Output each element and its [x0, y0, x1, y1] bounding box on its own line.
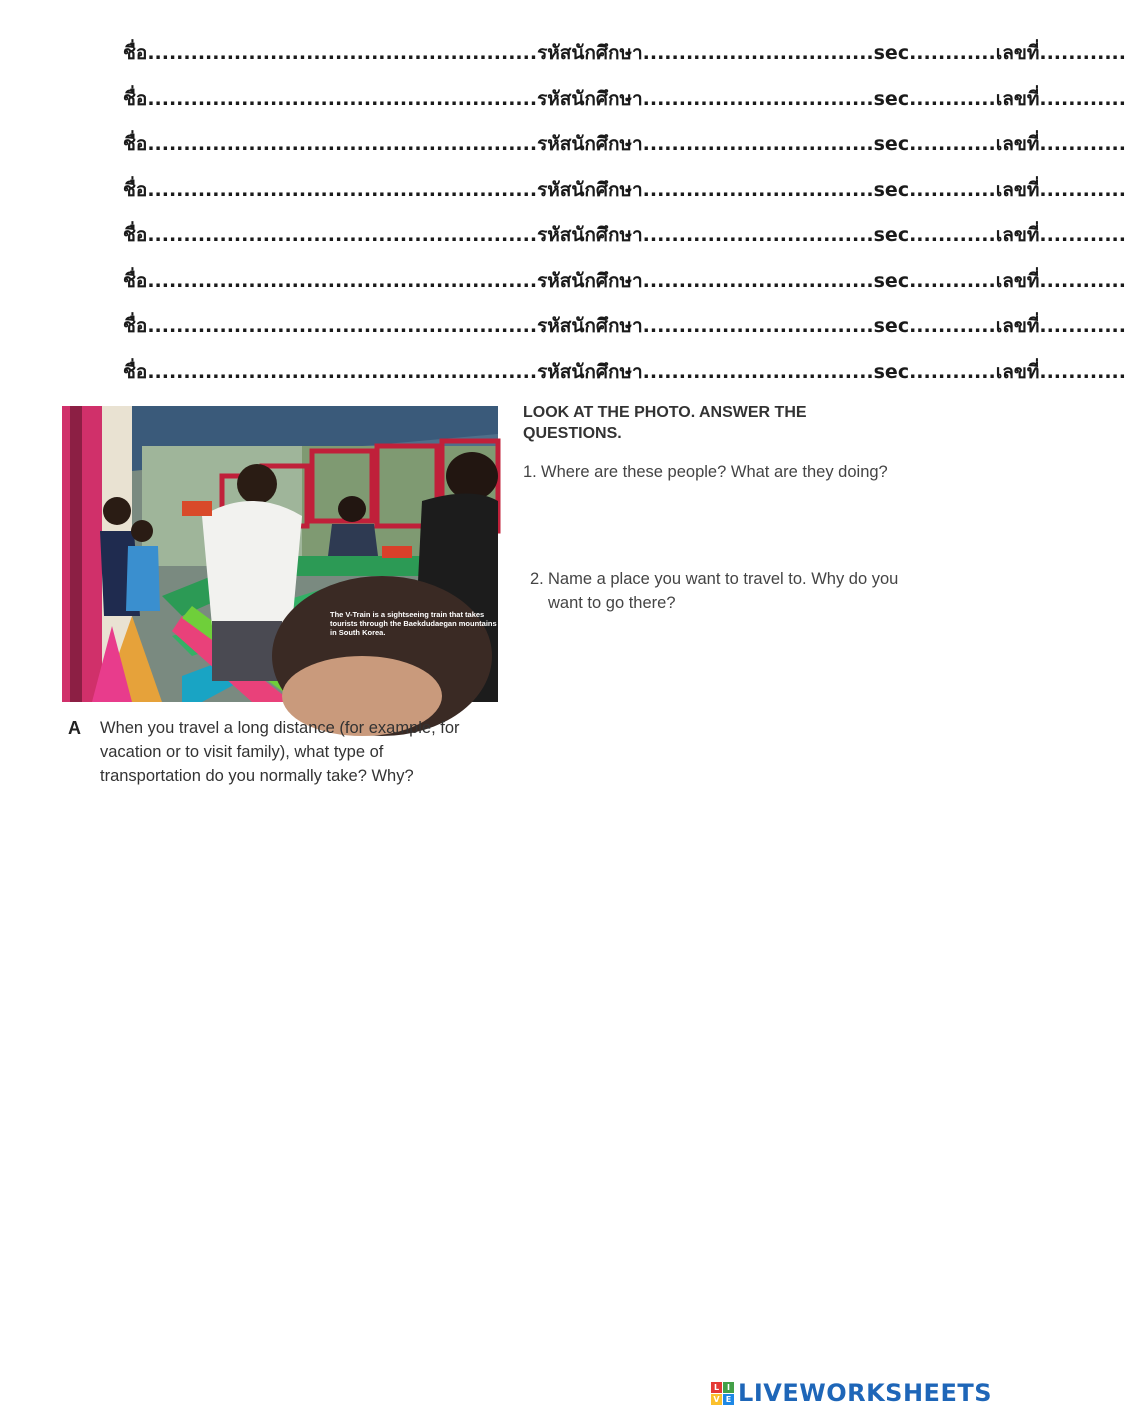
question-2 — [530, 567, 910, 615]
train-photo — [62, 406, 498, 702]
number-label: เลขที่ — [995, 178, 1040, 201]
student-id-input[interactable]: ................................ — [642, 269, 874, 292]
student-id-label: รหัสนักศึกษา — [537, 360, 643, 383]
section-input[interactable]: ............ — [909, 87, 996, 110]
liveworksheets-logo-icon — [711, 1382, 734, 1405]
name-input[interactable]: ...................................................... — [147, 360, 538, 383]
section-input[interactable]: ............ — [909, 269, 996, 292]
student-info-form — [123, 36, 1126, 400]
number-input[interactable]: ............ — [1039, 87, 1126, 110]
number-label: เลขที่ — [995, 360, 1040, 383]
section-input[interactable]: ............ — [909, 42, 996, 64]
logo-letter-i: I — [723, 1382, 734, 1393]
section-label: sec — [873, 224, 910, 246]
name-input[interactable]: ...................................................... — [147, 133, 538, 155]
name-label: ชื่อ — [123, 315, 148, 337]
name-input[interactable]: ...................................................... — [147, 315, 538, 337]
number-input[interactable]: ............ — [1039, 269, 1126, 292]
student-id-input[interactable]: ................................ — [642, 224, 874, 246]
number-label: เลขที่ — [995, 224, 1040, 246]
number-input[interactable]: ............ — [1039, 360, 1126, 383]
student-id-input[interactable]: ................................ — [642, 315, 874, 337]
number-input[interactable]: ............ — [1039, 315, 1126, 337]
name-input[interactable]: ...................................................... — [147, 178, 538, 201]
student-id-input[interactable]: ................................ — [642, 87, 874, 110]
student-info-row — [123, 218, 1126, 264]
question-2-number: 2. — [530, 570, 544, 588]
student-id-label: รหัสนักศึกษา — [537, 224, 643, 246]
student-info-row — [123, 82, 1126, 128]
logo-letter-l: L — [711, 1382, 722, 1393]
student-id-label: รหัสนักศึกษา — [537, 269, 643, 292]
name-label: ชื่อ — [123, 87, 148, 110]
student-info-row — [123, 127, 1126, 173]
student-id-input[interactable]: ................................ — [642, 178, 874, 201]
question-1-text: Where are these people? What are they doing? — [541, 463, 888, 481]
section-label: sec — [873, 133, 910, 155]
number-label: เลขที่ — [995, 269, 1040, 292]
train-interior-image — [62, 406, 498, 702]
student-id-label: รหัสนักศึกษา — [537, 178, 643, 201]
student-id-input[interactable]: ................................ — [642, 360, 874, 383]
section-label: sec — [873, 269, 910, 292]
student-info-row — [123, 36, 1126, 82]
logo-letter-e: E — [723, 1394, 734, 1405]
student-id-label: รหัสนักศึกษา — [537, 315, 643, 337]
student-id-label: รหัสนักศึกษา — [537, 87, 643, 110]
number-label: เลขที่ — [995, 315, 1040, 337]
form-rows — [123, 36, 1126, 400]
student-info-row — [123, 355, 1126, 401]
student-info-row — [123, 309, 1126, 355]
name-label: ชื่อ — [123, 269, 148, 292]
section-input[interactable]: ............ — [909, 360, 996, 383]
student-id-label: รหัสนักศึกษา — [537, 133, 643, 155]
number-input[interactable]: ............ — [1039, 133, 1126, 155]
student-id-input[interactable]: ................................ — [642, 133, 874, 155]
name-label: ชื่อ — [123, 178, 148, 201]
name-input[interactable]: ...................................................... — [147, 42, 538, 64]
photo-caption: The V-Train is a sightseeing train that takes tourists through the Baekdudaegan mountains in South Korea. — [330, 610, 497, 637]
student-id-label: รหัสนักศึกษา — [537, 42, 643, 64]
section-heading: LOOK AT THE PHOTO. ANSWER THE QUESTIONS. — [523, 404, 807, 442]
question-2-text: Name a place you want to travel to. Why do you want to go there? — [548, 570, 899, 612]
name-input[interactable]: ...................................................... — [147, 224, 538, 246]
number-label: เลขที่ — [995, 133, 1040, 155]
question-a — [68, 716, 478, 788]
section-label: sec — [873, 42, 910, 64]
name-input[interactable]: ...................................................... — [147, 269, 538, 292]
name-label: ชื่อ — [123, 360, 148, 383]
section-label: sec — [873, 360, 910, 383]
student-info-row — [123, 264, 1126, 310]
liveworksheets-logo — [711, 1378, 992, 1408]
number-input[interactable]: ............ — [1039, 178, 1126, 201]
name-label: ชื่อ — [123, 224, 148, 246]
number-input[interactable]: ............ — [1039, 42, 1126, 64]
section-label: sec — [873, 178, 910, 201]
question-1 — [523, 460, 923, 484]
question-1-number: 1. — [523, 463, 537, 481]
name-label: ชื่อ — [123, 42, 148, 64]
student-id-input[interactable]: ................................ — [642, 42, 874, 64]
section-input[interactable]: ............ — [909, 224, 996, 246]
liveworksheets-wordmark: LIVEWORKSHEETS — [738, 1379, 992, 1407]
logo-letter-v: V — [711, 1394, 722, 1405]
section-label: sec — [873, 315, 910, 337]
question-a-text: When you travel a long distance (for example, for vacation or to visit family), what type of transportation do you normally take? Why? — [100, 719, 460, 785]
section-input[interactable]: ............ — [909, 315, 996, 337]
student-info-row — [123, 173, 1126, 219]
name-input[interactable]: ...................................................... — [147, 87, 538, 110]
name-label: ชื่อ — [123, 133, 148, 155]
section-label: sec — [873, 87, 910, 110]
number-label: เลขที่ — [995, 42, 1040, 64]
number-label: เลขที่ — [995, 87, 1040, 110]
number-input[interactable]: ............ — [1039, 224, 1126, 246]
question-a-letter: A — [68, 718, 81, 738]
section-input[interactable]: ............ — [909, 178, 996, 201]
section-input[interactable]: ............ — [909, 133, 996, 155]
